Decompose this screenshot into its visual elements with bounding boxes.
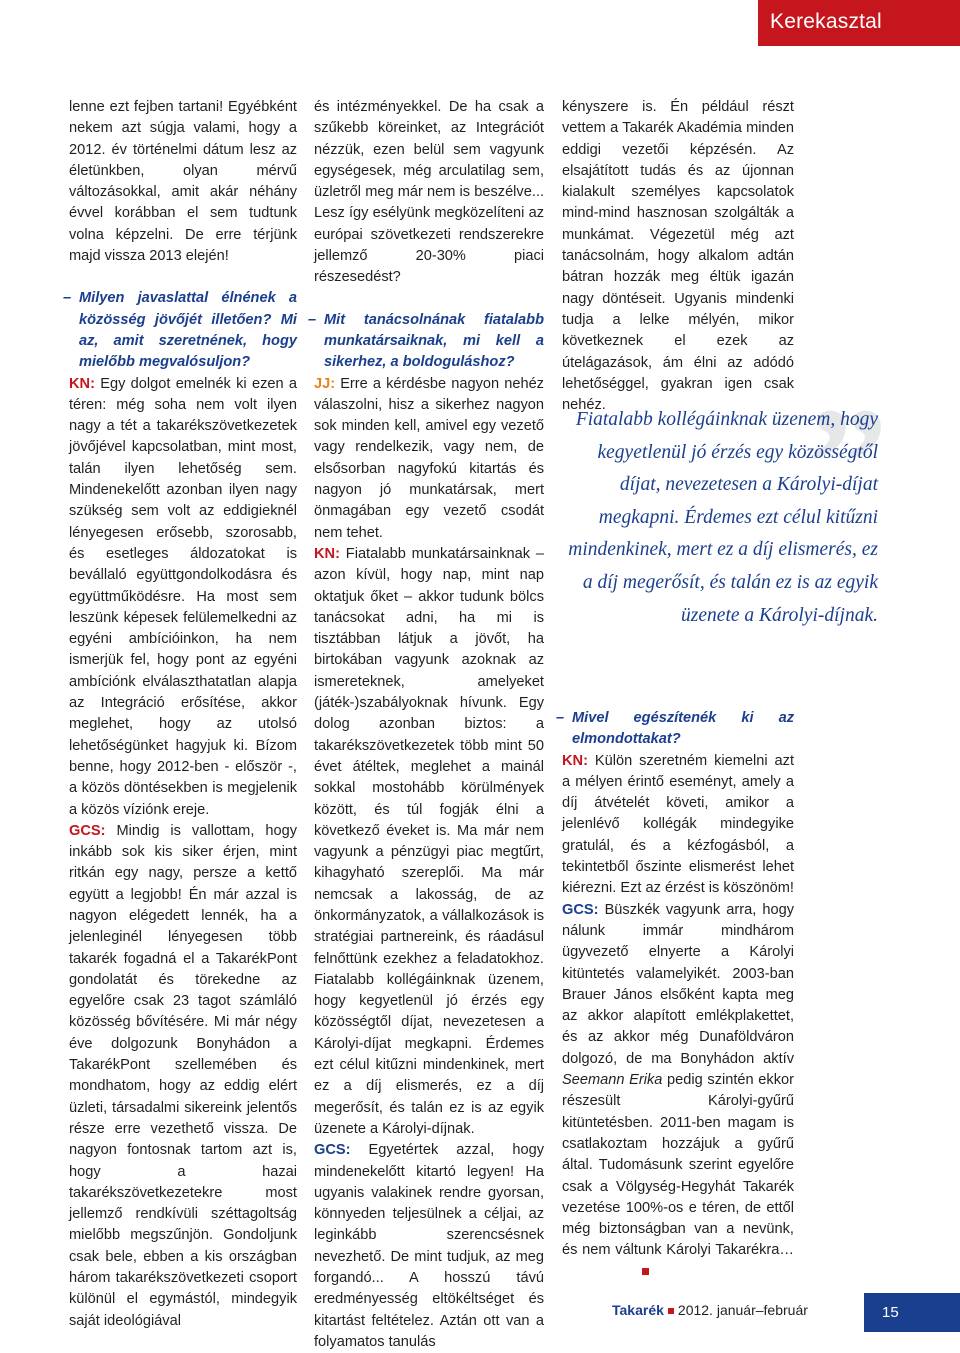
speaker-jj: JJ: [314,375,336,392]
question-3: – Mivel egészítenék ki az elmondottakat? [556,710,794,748]
col2-gcs-text: Egyetértek azzal, hogy mindenekelőtt kitartó legyen! Ha ugyanis valakinek rendre gyorsan, könnyeden teljesülnek a céljai, az leginkább szerencsésnek nevezhető. De mint tudjuk, az meg forgandó... A hosszú távú eredményesség eltökéltséget és kitartást feltételez. Aztán ott van a folyamatos tanulás [314,1142,544,1350]
speaker-gcs: GCS: [562,901,599,918]
question-1: – Milyen javaslattal élnének a közösség jövőjét illetően? Mi az, amit szeretnének, hogy mielőbb megvalósuljon? [63,290,297,371]
page-number: 15 [882,1304,899,1321]
col1-gcs-paragraph [69,821,297,1332]
col3-kn-text: Külön szeretném kiemelni azt a mélyen érintő eseményt, amely a díj átvételét követi, amikor a jelenlévő kollégák mindegyike gratulál, és a kézfogásból, a tekintetből őszinte elismerést lehet kiérezni. Ezt az érzést is köszönöm! [562,752,794,897]
col2-kn-paragraph [314,544,544,1140]
col1-paragraph: lenne ezt fejben tartani! Egyébként nekem azt súgja valami, hogy a 2012. év történelmi dátum lesz az életünkben, olyan mérvű változásokkal, amit akár néhány évvel korábban el sem tudtunk volna képzelni. De erre térjünk majd vissza 2013 elején! [69,99,297,265]
col2-gcs-paragraph [314,1140,544,1353]
col3-gcs-text-1: Büszkék vagyunk arra, hogy nálunk immár mindhárom ügyvezető elnyerte a Károlyi kitüntetés valamelyikét. 2003-ban Brauer János elsőként kapta meg az akkor alapított emlékplakettet, és az akkor még Dunaföldváron dolgozó, de ma Bonyhádon aktív [562,901,794,1067]
speaker-gcs: GCS: [69,822,106,839]
question-3-text: Mivel egészítenék ki az elmondottakat? [572,710,794,748]
pull-quote: Fiatalabb kollégáinknak üzenem, hogy kegyetlenül jó érzés egy közösségtől díjat, nevezetesen a Károlyi-díjat megkapni. Érdemes ezt célul kitűzni mindenkinek, mert ez a díj elismerés, ez a díj megerősít, és talán ez is az egyik üzenete a Károlyi-díjnak. [568,409,878,626]
col2-kn-text: Fiatalabb munkatársainknak – azon kívül, hogy nap, mint nap oktatjuk őket – akkor tudunk bölcs tanácsokat adni, ha mi is tisztábban látjuk a jövőt, ha birtokában vagyunk azoknak az ismereteknek, amelyeket (játék-)szabályoknak hívunk. Egy dolog azonban biztos: a takarékszövetkezetek több mint 50 évet átéltek, meglehet a mainál sokkal mostohább körülmények között, és túl fogják élni a következő éveket is. Ma már nem vagyunk a pénzügyi piac megtűrt, kihagyható szereplői. Ma már nemcsak a lakosság, de az önkormányzatok, a vállalkozások is stratégiai partnereink, és ráadásul felnőttünk ezekhez a feladatokhoz. Fiatalabb kollégáinknak üzenem, hogy kegyetlenül jó érzés egy közösségtől díjat, nevezetesen a Károlyi-díjat megkapni. Érdemes ezt célul kitűzni mindenkinek, mert ez a díj elismerés, ez a díj megerősít, és talán ez is az egyik üzenete a Károlyi-díjnak. [314,545,544,1137]
col2-paragraph: és intézményekkel. De ha csak a szűkebb köreinket, az Integrációt nézzük, ezen belül sem vagyunk egységesek, még arculatilag sem, üzletről meg már nem is beszélve... Lesz így esélyünk megközelíteni az európai szövetkezeti rendszerekre jellemző 20-30% piaci részesedést? [314,99,544,286]
col3-gcs-name: Seemann Erika [562,1072,663,1089]
col3-gcs-paragraph [562,900,794,1283]
footer [612,1302,808,1318]
column-3-top [562,97,794,416]
column-2 [308,97,544,1353]
col1-gcs-text: Mindig is vallottam, hogy inkább sok kis siker érjen, mint ritkán egy nagy, persze a kettő együtt a legjobb! Én már azzal is nagyon elégedett lennék, ha a jelenleginél lényegesen több takarék fogadná el a TakarékPont gondolatát és törekedne az egyelőre csak 23 tagot számláló közösség bővítésére. Mi már négy éve dolgozunk Bonyhádon a TakarékPont szellemében és mondhatom, hogy az eddig elért üzleti, társadalmi sikereink jelentős része erre vezethető vissza. De nagyon fontosnak tartom azt is, hogy a hazai takarékszövetkezetekre most jellemző rendkívüli széttagoltság mielőbb megszűnjön. Gondoljunk csak bele, ebben a kis országban három takarékszövetkezeti csoport különül el egymástól, mindegyik saját ideológiával [69,822,297,1329]
speaker-kn: KN: [69,375,95,392]
speaker-kn: KN: [562,752,588,769]
footer-separator-icon [668,1308,674,1314]
question-2-text: Mit tanácsolnának fiatalabb munkatársaiknak, mi kell a sikerhez, a boldoguláshoz? [324,311,544,371]
end-mark-icon [642,1268,649,1275]
col3-gcs-text-2: pedig szintén ekkor részesült Károlyi-gyűrű kitüntetésben. 2011-ben magam is csatlakoztam hozzájuk a gyűrű által. Tudomásunk szerint egyelőre csak a Völgység-Hegyhát Takarék vezetése 100%-os e téren, de ettől még biztonságban van a nevünk, és nem váltunk Károlyi Takarékra… [562,1072,794,1259]
quote-mark-icon: ” [808,374,888,552]
col2-jj-paragraph [314,374,544,544]
column-1 [63,97,297,1332]
page-number-box [864,1293,960,1332]
speaker-gcs: GCS: [314,1142,351,1159]
section-tab-label: Kerekasztal [770,10,882,33]
section-tab [758,0,960,46]
footer-brand: Takarék [612,1302,664,1318]
col2-jj-text: Erre a kérdésbe nagyon nehéz válaszolni, hisz a sikerhez nagyon sok minden kell, amivel egy vezető vagy rendelkezik, vagy nem, de elsősorban nagyfokú kitartás és nagyon jó munkatársak, mert önmagában egy vezető csodát nem tehet. [314,375,544,541]
column-3-bottom [556,708,794,1283]
col3-kn-paragraph [562,751,794,900]
speaker-kn: KN: [314,545,340,562]
col3-paragraph: kényszere is. Én például részt vettem a Takarék Akadémia minden eddigi vezetői képzésén. Az elsajátított tudás és az újonnan kialakult személyes kapcsolatok mind-mind hasznosan szolgálták a munkámat. Végezetül még azt tanácsolnám, hogy alkalom adtán bátran hozzák meg éltük igazán nagy döntéseit. Ugyanis mindenki tudja a lelke mélyén, mikor következnek el ezek az útelágazások, ám élni az adódó lehetőséggel, gyakran igen csak nehéz. [562,99,794,414]
question-2: – Mit tanácsolnának fiatalabb munkatársaiknak, mi kell a sikerhez, a boldoguláshoz? [308,311,544,371]
col1-kn-paragraph [69,374,297,821]
footer-issue: 2012. január–február [677,1302,808,1318]
question-1-text: Milyen javaslattal élnének a közösség jövőjét illetően? Mi az, amit szeretnének, hogy mielőbb megvalósuljon? [79,290,297,371]
col1-kn-text: Egy dolgot emelnék ki ezen a téren: még soha nem volt ilyen nagy a tét a takarékszövetkezetek jövőjével kapcsolatban, mint most, talán ilyen lehetőség sem. Mindenekelőtt azonban ilyen nagy szükség sem volt az eddigieknél lényegesen erősebb, szorosabb, és esetleges áldozatokat is bevállaló együttgondolkodásra és együttműködésre. Ha most sem leszünk képesek felülemelkedni az egyéni ambícióinkon, ha nem ismerjük fel, hogy pont az egyéni ambíciónk elválaszthatatlan alapja az Integráció erősítése, akkor meglehet, hogy az utolsó lehetőségünket hagyjuk ki. Bízom benne, hogy 2012-ben - először -, a közös döntésekben is megjelenik a közös víziónk ereje. [69,375,297,818]
